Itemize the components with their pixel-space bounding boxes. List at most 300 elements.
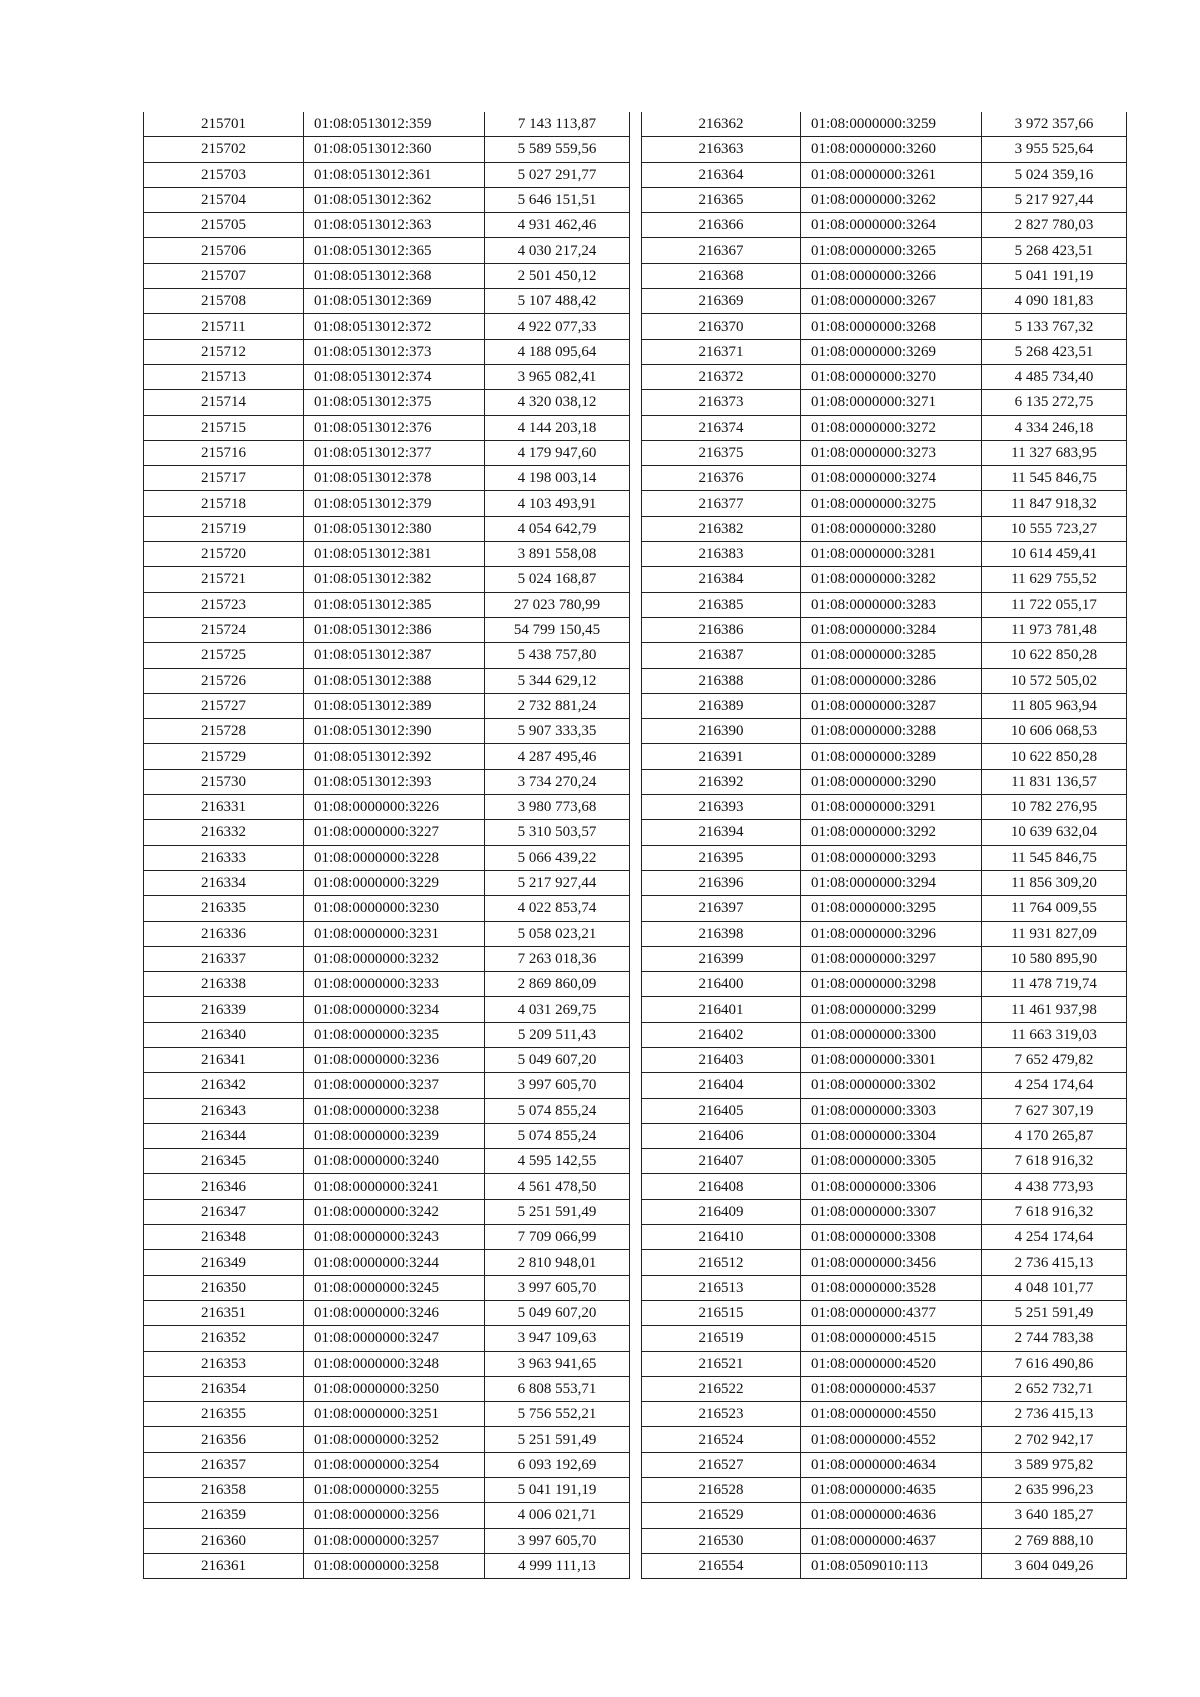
- record-number-cell: 216357: [144, 1452, 304, 1477]
- record-number-cell: 216370: [642, 314, 801, 339]
- cadastral-number-cell: 01:08:0000000:3299: [801, 997, 982, 1022]
- cadastral-value-cell: 5 024 359,16: [982, 162, 1127, 187]
- cadastral-value-cell: 2 827 780,03: [982, 213, 1127, 238]
- cadastral-number-cell: 01:08:0000000:3230: [304, 896, 485, 921]
- cadastral-number-cell: 01:08:0000000:3271: [801, 390, 982, 415]
- record-number-cell: 216369: [642, 289, 801, 314]
- record-number-cell: 216402: [642, 1022, 801, 1047]
- cadastral-number-cell: 01:08:0000000:4636: [801, 1503, 982, 1528]
- record-number-cell: 215720: [144, 542, 304, 567]
- cadastral-number-cell: 01:08:0000000:3274: [801, 466, 982, 491]
- record-number-cell: 216368: [642, 263, 801, 288]
- table-row: [642, 1174, 1127, 1199]
- cadastral-number-cell: 01:08:0000000:4637: [801, 1528, 982, 1553]
- table-row: [642, 1376, 1127, 1401]
- cadastral-number-cell: 01:08:0000000:3307: [801, 1199, 982, 1224]
- record-number-cell: 216522: [642, 1376, 801, 1401]
- cadastral-value-cell: 5 024 168,87: [485, 567, 630, 592]
- table-row: [144, 1376, 630, 1401]
- cadastral-value-cell: 4 561 478,50: [485, 1174, 630, 1199]
- left-table-body: [144, 112, 630, 1579]
- cadastral-number-cell: 01:08:0000000:4550: [801, 1402, 982, 1427]
- cadastral-number-cell: 01:08:0000000:3237: [304, 1073, 485, 1098]
- cadastral-value-cell: 10 572 505,02: [982, 668, 1127, 693]
- cadastral-value-cell: 2 744 783,38: [982, 1326, 1127, 1351]
- cadastral-number-cell: 01:08:0000000:3241: [304, 1174, 485, 1199]
- cadastral-number-cell: 01:08:0513012:376: [304, 415, 485, 440]
- cadastral-value-cell: 10 606 068,53: [982, 719, 1127, 744]
- cadastral-number-cell: 01:08:0000000:3282: [801, 567, 982, 592]
- record-number-cell: 216335: [144, 896, 304, 921]
- cadastral-value-cell: 11 545 846,75: [982, 466, 1127, 491]
- cadastral-number-cell: 01:08:0000000:4634: [801, 1452, 982, 1477]
- cadastral-number-cell: 01:08:0509010:113: [801, 1553, 982, 1578]
- cadastral-number-cell: 01:08:0513012:386: [304, 617, 485, 642]
- cadastral-value-cell: 5 756 552,21: [485, 1402, 630, 1427]
- record-number-cell: 216399: [642, 946, 801, 971]
- cadastral-value-cell: 4 188 095,64: [485, 339, 630, 364]
- table-row: [642, 440, 1127, 465]
- record-number-cell: 215730: [144, 769, 304, 794]
- table-row: [144, 1452, 630, 1477]
- table-row: [144, 1478, 630, 1503]
- record-number-cell: 216523: [642, 1402, 801, 1427]
- table-row: [144, 1022, 630, 1047]
- cadastral-value-cell: 4 287 495,46: [485, 744, 630, 769]
- cadastral-value-cell: 7 263 018,36: [485, 946, 630, 971]
- table-row: [642, 1503, 1127, 1528]
- table-row: [642, 466, 1127, 491]
- record-number-cell: 216350: [144, 1275, 304, 1300]
- record-number-cell: 216530: [642, 1528, 801, 1553]
- cadastral-value-cell: 7 652 479,82: [982, 1047, 1127, 1072]
- cadastral-value-cell: 3 972 357,66: [982, 112, 1127, 137]
- cadastral-value-cell: 11 629 755,52: [982, 567, 1127, 592]
- record-number-cell: 216407: [642, 1149, 801, 1174]
- record-number-cell: 216356: [144, 1427, 304, 1452]
- cadastral-value-cell: 10 622 850,28: [982, 643, 1127, 668]
- cadastral-value-cell: 4 170 265,87: [982, 1123, 1127, 1148]
- cadastral-number-cell: 01:08:0000000:3228: [304, 845, 485, 870]
- table-row: [144, 491, 630, 516]
- table-row: [642, 1300, 1127, 1325]
- record-number-cell: 216390: [642, 719, 801, 744]
- table-row: [642, 1402, 1127, 1427]
- cadastral-number-cell: 01:08:0000000:4552: [801, 1427, 982, 1452]
- record-number-cell: 216338: [144, 972, 304, 997]
- record-number-cell: 216384: [642, 567, 801, 592]
- record-number-cell: 216395: [642, 845, 801, 870]
- table-row: [642, 1225, 1127, 1250]
- cadastral-value-cell: 3 640 185,27: [982, 1503, 1127, 1528]
- cadastral-value-cell: 3 955 525,64: [982, 137, 1127, 162]
- cadastral-number-cell: 01:08:0000000:3267: [801, 289, 982, 314]
- cadastral-value-cell: 2 736 415,13: [982, 1250, 1127, 1275]
- table-row: [144, 187, 630, 212]
- record-number-cell: 216367: [642, 238, 801, 263]
- table-row: [642, 1452, 1127, 1477]
- cadastral-value-cell: 11 973 781,48: [982, 617, 1127, 642]
- cadastral-number-cell: 01:08:0000000:3264: [801, 213, 982, 238]
- table-row: [642, 339, 1127, 364]
- table-row: [144, 617, 630, 642]
- table-row: [144, 137, 630, 162]
- cadastral-number-cell: 01:08:0513012:379: [304, 491, 485, 516]
- record-number-cell: 216383: [642, 542, 801, 567]
- cadastral-value-cell: 4 054 642,79: [485, 516, 630, 541]
- record-number-cell: 215721: [144, 567, 304, 592]
- cadastral-value-cell: 2 869 860,09: [485, 972, 630, 997]
- record-number-cell: 216406: [642, 1123, 801, 1148]
- table-row: [144, 1402, 630, 1427]
- cadastral-number-cell: 01:08:0000000:3238: [304, 1098, 485, 1123]
- record-number-cell: 215719: [144, 516, 304, 541]
- record-number-cell: 216362: [642, 112, 801, 137]
- cadastral-value-cell: 5 907 333,35: [485, 719, 630, 744]
- cadastral-number-cell: 01:08:0000000:4635: [801, 1478, 982, 1503]
- cadastral-number-cell: 01:08:0000000:3297: [801, 946, 982, 971]
- table-row: [642, 1073, 1127, 1098]
- table-row: [642, 795, 1127, 820]
- record-number-cell: 215727: [144, 693, 304, 718]
- table-row: [144, 1300, 630, 1325]
- cadastral-number-cell: 01:08:0000000:3305: [801, 1149, 982, 1174]
- cadastral-value-cell: 2 501 450,12: [485, 263, 630, 288]
- cadastral-number-cell: 01:08:0000000:3295: [801, 896, 982, 921]
- cadastral-number-cell: 01:08:0000000:3243: [304, 1225, 485, 1250]
- table-row: [144, 946, 630, 971]
- record-number-cell: 215714: [144, 390, 304, 415]
- cadastral-value-cell: 11 478 719,74: [982, 972, 1127, 997]
- cadastral-value-cell: 5 268 423,51: [982, 339, 1127, 364]
- cadastral-value-cell: 3 980 773,68: [485, 795, 630, 820]
- cadastral-value-cell: 10 555 723,27: [982, 516, 1127, 541]
- record-number-cell: 216342: [144, 1073, 304, 1098]
- cadastral-value-cell: 11 931 827,09: [982, 921, 1127, 946]
- record-number-cell: 215717: [144, 466, 304, 491]
- cadastral-value-cell: 7 143 113,87: [485, 112, 630, 137]
- table-row: [144, 1553, 630, 1578]
- table-row: [642, 390, 1127, 415]
- table-row: [642, 946, 1127, 971]
- cadastral-value-cell: 4 031 269,75: [485, 997, 630, 1022]
- table-row: [144, 870, 630, 895]
- record-number-cell: 215708: [144, 289, 304, 314]
- cadastral-value-cell: 4 254 174,64: [982, 1073, 1127, 1098]
- cadastral-value-cell: 4 931 462,46: [485, 213, 630, 238]
- cadastral-number-cell: 01:08:0000000:3231: [304, 921, 485, 946]
- record-number-cell: 216375: [642, 440, 801, 465]
- cadastral-number-cell: 01:08:0000000:3226: [304, 795, 485, 820]
- cadastral-number-cell: 01:08:0513012:389: [304, 693, 485, 718]
- table-row: [642, 1553, 1127, 1578]
- table-row: [642, 972, 1127, 997]
- cadastral-number-cell: 01:08:0000000:3233: [304, 972, 485, 997]
- table-row: [642, 617, 1127, 642]
- cadastral-value-cell: 5 041 191,19: [982, 263, 1127, 288]
- cadastral-value-cell: 5 438 757,80: [485, 643, 630, 668]
- cadastral-value-cell: 2 652 732,71: [982, 1376, 1127, 1401]
- cadastral-number-cell: 01:08:0000000:3258: [304, 1553, 485, 1578]
- cadastral-value-cell: 11 764 009,55: [982, 896, 1127, 921]
- cadastral-number-cell: 01:08:0000000:3257: [304, 1528, 485, 1553]
- cadastral-number-cell: 01:08:0000000:3281: [801, 542, 982, 567]
- cadastral-number-cell: 01:08:0513012:388: [304, 668, 485, 693]
- cadastral-number-cell: 01:08:0000000:3234: [304, 997, 485, 1022]
- table-row: [642, 769, 1127, 794]
- cadastral-number-cell: 01:08:0000000:3300: [801, 1022, 982, 1047]
- record-number-cell: 216355: [144, 1402, 304, 1427]
- cadastral-number-cell: 01:08:0513012:373: [304, 339, 485, 364]
- left-table: [143, 112, 630, 1579]
- record-number-cell: 216521: [642, 1351, 801, 1376]
- table-row: [144, 542, 630, 567]
- cadastral-value-cell: 2 702 942,17: [982, 1427, 1127, 1452]
- cadastral-value-cell: 10 782 276,95: [982, 795, 1127, 820]
- cadastral-value-cell: 11 663 319,03: [982, 1022, 1127, 1047]
- table-row: [144, 693, 630, 718]
- cadastral-number-cell: 01:08:0513012:387: [304, 643, 485, 668]
- cadastral-value-cell: 11 805 963,94: [982, 693, 1127, 718]
- cadastral-value-cell: 5 251 591,49: [982, 1300, 1127, 1325]
- cadastral-number-cell: 01:08:0000000:3288: [801, 719, 982, 744]
- table-row: [144, 440, 630, 465]
- cadastral-number-cell: 01:08:0513012:359: [304, 112, 485, 137]
- cadastral-number-cell: 01:08:0000000:3244: [304, 1250, 485, 1275]
- table-row: [642, 1351, 1127, 1376]
- record-number-cell: 216348: [144, 1225, 304, 1250]
- cadastral-value-cell: 5 209 511,43: [485, 1022, 630, 1047]
- table-row: [642, 1047, 1127, 1072]
- cadastral-number-cell: 01:08:0000000:3308: [801, 1225, 982, 1250]
- cadastral-value-cell: 5 646 151,51: [485, 187, 630, 212]
- cadastral-number-cell: 01:08:0000000:3456: [801, 1250, 982, 1275]
- table-row: [642, 1123, 1127, 1148]
- record-number-cell: 216333: [144, 845, 304, 870]
- cadastral-number-cell: 01:08:0513012:362: [304, 187, 485, 212]
- record-number-cell: 216371: [642, 339, 801, 364]
- record-number-cell: 215706: [144, 238, 304, 263]
- record-number-cell: 215729: [144, 744, 304, 769]
- record-number-cell: 216366: [642, 213, 801, 238]
- record-number-cell: 216528: [642, 1478, 801, 1503]
- cadastral-number-cell: 01:08:0000000:3303: [801, 1098, 982, 1123]
- record-number-cell: 216400: [642, 972, 801, 997]
- cadastral-value-cell: 3 734 270,24: [485, 769, 630, 794]
- table-row: [642, 1098, 1127, 1123]
- cadastral-number-cell: 01:08:0513012:392: [304, 744, 485, 769]
- cadastral-value-cell: 2 769 888,10: [982, 1528, 1127, 1553]
- record-number-cell: 215704: [144, 187, 304, 212]
- cadastral-number-cell: 01:08:0000000:3301: [801, 1047, 982, 1072]
- table-row: [144, 1174, 630, 1199]
- cadastral-number-cell: 01:08:0513012:382: [304, 567, 485, 592]
- record-number-cell: 216336: [144, 921, 304, 946]
- table-row: [642, 112, 1127, 137]
- table-row: [144, 1073, 630, 1098]
- record-number-cell: 215712: [144, 339, 304, 364]
- table-row: [642, 896, 1127, 921]
- table-row: [144, 1123, 630, 1148]
- cadastral-value-cell: 10 580 895,90: [982, 946, 1127, 971]
- cadastral-value-cell: 2 635 996,23: [982, 1478, 1127, 1503]
- record-number-cell: 216344: [144, 1123, 304, 1148]
- cadastral-value-cell: 6 808 553,71: [485, 1376, 630, 1401]
- table-row: [642, 643, 1127, 668]
- record-number-cell: 216334: [144, 870, 304, 895]
- record-number-cell: 216397: [642, 896, 801, 921]
- cadastral-number-cell: 01:08:0000000:3239: [304, 1123, 485, 1148]
- record-number-cell: 215707: [144, 263, 304, 288]
- table-row: [144, 769, 630, 794]
- record-number-cell: 216385: [642, 592, 801, 617]
- cadastral-value-cell: 5 041 191,19: [485, 1478, 630, 1503]
- record-number-cell: 216332: [144, 820, 304, 845]
- table-row: [144, 1047, 630, 1072]
- cadastral-number-cell: 01:08:0513012:380: [304, 516, 485, 541]
- record-number-cell: 216351: [144, 1300, 304, 1325]
- record-number-cell: 216349: [144, 1250, 304, 1275]
- table-row: [144, 921, 630, 946]
- table-row: [144, 896, 630, 921]
- record-number-cell: 216391: [642, 744, 801, 769]
- cadastral-value-cell: 5 107 488,42: [485, 289, 630, 314]
- table-row: [642, 1275, 1127, 1300]
- cadastral-number-cell: 01:08:0000000:3260: [801, 137, 982, 162]
- cadastral-value-cell: 10 614 459,41: [982, 542, 1127, 567]
- cadastral-number-cell: 01:08:0000000:3293: [801, 845, 982, 870]
- cadastral-number-cell: 01:08:0513012:375: [304, 390, 485, 415]
- cadastral-number-cell: 01:08:0000000:3252: [304, 1427, 485, 1452]
- cadastral-value-cell: 5 344 629,12: [485, 668, 630, 693]
- table-row: [144, 516, 630, 541]
- cadastral-value-cell: 4 438 773,93: [982, 1174, 1127, 1199]
- record-number-cell: 216347: [144, 1199, 304, 1224]
- cadastral-number-cell: 01:08:0513012:393: [304, 769, 485, 794]
- table-row: [144, 643, 630, 668]
- cadastral-number-cell: 01:08:0000000:3255: [304, 1478, 485, 1503]
- cadastral-number-cell: 01:08:0000000:3229: [304, 870, 485, 895]
- table-row: [144, 466, 630, 491]
- table-row: [642, 542, 1127, 567]
- cadastral-value-cell: 3 604 049,26: [982, 1553, 1127, 1578]
- cadastral-value-cell: 4 485 734,40: [982, 364, 1127, 389]
- cadastral-number-cell: 01:08:0513012:374: [304, 364, 485, 389]
- table-row: [144, 238, 630, 263]
- record-number-cell: 216409: [642, 1199, 801, 1224]
- cadastral-number-cell: 01:08:0513012:369: [304, 289, 485, 314]
- table-row: [642, 491, 1127, 516]
- cadastral-value-cell: 3 997 605,70: [485, 1275, 630, 1300]
- right-table-body: [642, 112, 1127, 1579]
- record-number-cell: 216513: [642, 1275, 801, 1300]
- table-row: [642, 1427, 1127, 1452]
- cadastral-value-cell: 11 722 055,17: [982, 592, 1127, 617]
- cadastral-value-cell: 4 090 181,83: [982, 289, 1127, 314]
- table-row: [642, 1022, 1127, 1047]
- table-row: [642, 693, 1127, 718]
- record-number-cell: 215711: [144, 314, 304, 339]
- cadastral-number-cell: 01:08:0000000:3273: [801, 440, 982, 465]
- cadastral-value-cell: 5 217 927,44: [485, 870, 630, 895]
- cadastral-value-cell: 4 922 077,33: [485, 314, 630, 339]
- cadastral-value-cell: 5 049 607,20: [485, 1300, 630, 1325]
- record-number-cell: 216364: [642, 162, 801, 187]
- table-row: [144, 1528, 630, 1553]
- record-number-cell: 216339: [144, 997, 304, 1022]
- cadastral-number-cell: 01:08:0000000:3246: [304, 1300, 485, 1325]
- cadastral-value-cell: 2 810 948,01: [485, 1250, 630, 1275]
- table-row: [144, 1275, 630, 1300]
- cadastral-number-cell: 01:08:0000000:3236: [304, 1047, 485, 1072]
- table-row: [642, 921, 1127, 946]
- record-number-cell: 216394: [642, 820, 801, 845]
- record-number-cell: 216363: [642, 137, 801, 162]
- table-row: [144, 719, 630, 744]
- cadastral-number-cell: 01:08:0000000:3262: [801, 187, 982, 212]
- cadastral-number-cell: 01:08:0000000:3265: [801, 238, 982, 263]
- table-row: [642, 1149, 1127, 1174]
- table-row: [144, 289, 630, 314]
- cadastral-number-cell: 01:08:0000000:3292: [801, 820, 982, 845]
- cadastral-number-cell: 01:08:0513012:385: [304, 592, 485, 617]
- record-number-cell: 216405: [642, 1098, 801, 1123]
- cadastral-value-cell: 3 997 605,70: [485, 1073, 630, 1098]
- table-row: [642, 314, 1127, 339]
- cadastral-number-cell: 01:08:0000000:3266: [801, 263, 982, 288]
- cadastral-value-cell: 5 027 291,77: [485, 162, 630, 187]
- cadastral-value-cell: 4 198 003,14: [485, 466, 630, 491]
- record-number-cell: 216374: [642, 415, 801, 440]
- record-number-cell: 216341: [144, 1047, 304, 1072]
- cadastral-value-cell: 10 639 632,04: [982, 820, 1127, 845]
- record-number-cell: 215713: [144, 364, 304, 389]
- record-number-cell: 215728: [144, 719, 304, 744]
- cadastral-value-cell: 3 891 558,08: [485, 542, 630, 567]
- table-row: [144, 162, 630, 187]
- record-number-cell: 215701: [144, 112, 304, 137]
- record-number-cell: 216372: [642, 364, 801, 389]
- record-number-cell: 216377: [642, 491, 801, 516]
- cadastral-value-cell: 7 618 916,32: [982, 1149, 1127, 1174]
- cadastral-value-cell: 27 023 780,99: [485, 592, 630, 617]
- cadastral-number-cell: 01:08:0000000:3296: [801, 921, 982, 946]
- table-row: [144, 1149, 630, 1174]
- cadastral-value-cell: 3 997 605,70: [485, 1528, 630, 1553]
- table-row: [144, 339, 630, 364]
- record-number-cell: 216527: [642, 1452, 801, 1477]
- record-number-cell: 216393: [642, 795, 801, 820]
- cadastral-value-cell: 11 856 309,20: [982, 870, 1127, 895]
- record-number-cell: 216352: [144, 1326, 304, 1351]
- record-number-cell: 216340: [144, 1022, 304, 1047]
- record-number-cell: 216398: [642, 921, 801, 946]
- cadastral-value-cell: 10 622 850,28: [982, 744, 1127, 769]
- cadastral-value-cell: 5 251 591,49: [485, 1427, 630, 1452]
- cadastral-number-cell: 01:08:0000000:3284: [801, 617, 982, 642]
- cadastral-number-cell: 01:08:0513012:363: [304, 213, 485, 238]
- table-row: [144, 795, 630, 820]
- cadastral-number-cell: 01:08:0000000:3235: [304, 1022, 485, 1047]
- table-row: [642, 364, 1127, 389]
- table-row: [642, 263, 1127, 288]
- cadastral-value-cell: 4 595 142,55: [485, 1149, 630, 1174]
- record-number-cell: 216343: [144, 1098, 304, 1123]
- record-number-cell: 215723: [144, 592, 304, 617]
- cadastral-number-cell: 01:08:0513012:378: [304, 466, 485, 491]
- table-row: [144, 1427, 630, 1452]
- table-row: [642, 187, 1127, 212]
